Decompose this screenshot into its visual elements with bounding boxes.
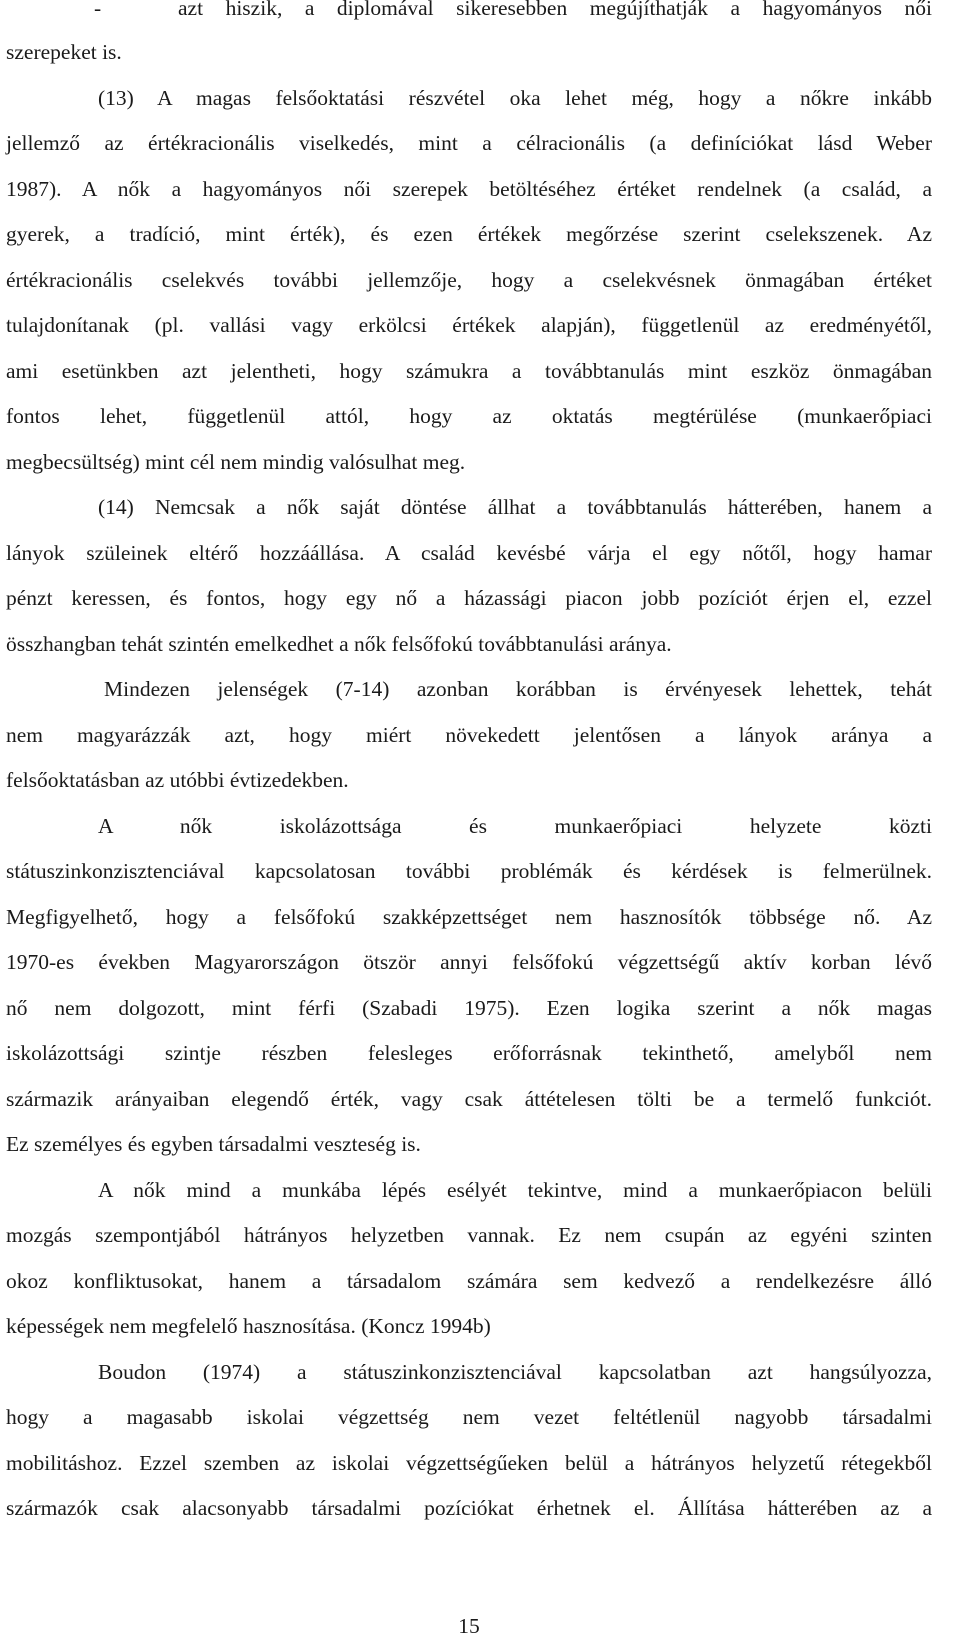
text-line: nő nem dolgozott, mint férfi (Szabadi 1975). Ezen logika szerint a nők magas [6,996,932,1020]
paragraph-14-first-line: (14) Nemcsak a nők saját döntése állhat a továbbtanulás hátterében, hanem a [98,495,932,519]
text-line: nem magyarázzák azt, hogy miért növekedett jelentősen a lányok aránya a [6,723,932,747]
paragraph-first-line: Mindezen jelenségek (7-14) azonban korábban is érvényesek lehettek, tehát [104,677,932,701]
text-line: iskolázottsági szintje részben felesleges erőforrásnak tekinthető, amelyből nem [6,1041,932,1065]
text-line: származik arányaiban elegendő érték, vagy csak áttételesen tölti be a termelő funkciót. [6,1087,932,1111]
text-line: szerepeket is. [6,40,122,64]
text-line: mozgás szempontjából hátrányos helyzetben vannak. Ez nem csupán az egyéni szinten [6,1223,932,1247]
text-line: felsőoktatásban az utóbbi évtizedekben. [6,768,349,792]
text-line: 1987). A nők a hagyományos női szerepek betöltéséhez értéket rendelnek (a család, a [6,177,932,201]
text-line: pénzt keressen, és fontos, hogy egy nő a házassági piacon jobb pozíciót érjen el, ezzel [6,586,932,610]
bullet-dash: - [94,0,102,20]
text-line: összhangban tehát szintén emelkedhet a nők felsőfokú továbbtanulási aránya. [6,632,672,656]
text-line: Megfigyelhető, hogy a felsőfokú szakképzettséget nem hasznosítók többsége nő. Az [6,905,932,929]
text-line: származók csak alacsonyabb társadalmi pozíciókat érhetnek el. Állítása hátterében az a [6,1496,932,1520]
paragraph-first-line: A nők iskolázottsága és munkaerőpiaci helyzete közti [98,814,932,838]
paragraph-first-line: Boudon (1974) a státuszinkonzisztenciával kapcsolatban azt hangsúlyozza, [98,1360,932,1384]
text-line: ami esetünkben azt jelentheti, hogy számukra a továbbtanulás mint eszköz önmagában [6,359,932,383]
text-line: fontos lehet, függetlenül attól, hogy az oktatás megtérülése (munkaerőpiaci [6,404,932,428]
text-line: okoz konfliktusokat, hanem a társadalom számára sem kedvező a rendelkezésre álló [6,1269,932,1293]
bullet-line [6,0,932,22]
text-line: hogy a magasabb iskolai végzettség nem vezet feltétlenül nagyobb társadalmi [6,1405,932,1429]
text-line: mobilitáshoz. Ezzel szemben az iskolai végzettségűeken belül a hátrányos helyzetű rétegekből [6,1451,932,1475]
text-line: Ez személyes és egyben társadalmi veszteség is. [6,1132,421,1156]
paragraph-first-line: A nők mind a munkába lépés esélyét tekintve, mind a munkaerőpiacon belüli [98,1178,932,1202]
paragraph-13-first-line: (13) A magas felsőoktatási részvétel oka lehet még, hogy a nőkre inkább [98,86,932,110]
text-line: tulajdonítanak (pl. vallási vagy erkölcsi értékek alapján), függetlenül az eredményétől, [6,313,932,337]
text-line: képességek nem megfelelő hasznosítása. (Koncz 1994b) [6,1314,491,1338]
bullet-text: azt hiszik, a diplomával sikeresebben megújíthatják a hagyományos női [178,0,932,20]
text-line: státuszinkonzisztenciával kapcsolatosan további problémák és kérdések is felmerülnek. [6,859,932,883]
text-line: lányok szüleinek eltérő hozzáállása. A család kevésbé várja el egy nőtől, hogy hamar [6,541,932,565]
page-number: 15 [458,1614,480,1638]
text-line: jellemző az értékracionális viselkedés, mint a célracionális (a definíciókat lásd Weber [6,131,932,155]
text-line: értékracionális cselekvés további jellemzője, hogy a cselekvésnek önmagában értéket [6,268,932,292]
text-line: 1970-es években Magyarországon ötször annyi felsőfokú végzettségű aktív korban lévő [6,950,932,974]
text-line: gyerek, a tradíció, mint érték), és ezen értékek megőrzése szerint cselekszenek. Az [6,222,932,246]
text-line: megbecsültség) mint cél nem mindig valósulhat meg. [6,450,466,474]
